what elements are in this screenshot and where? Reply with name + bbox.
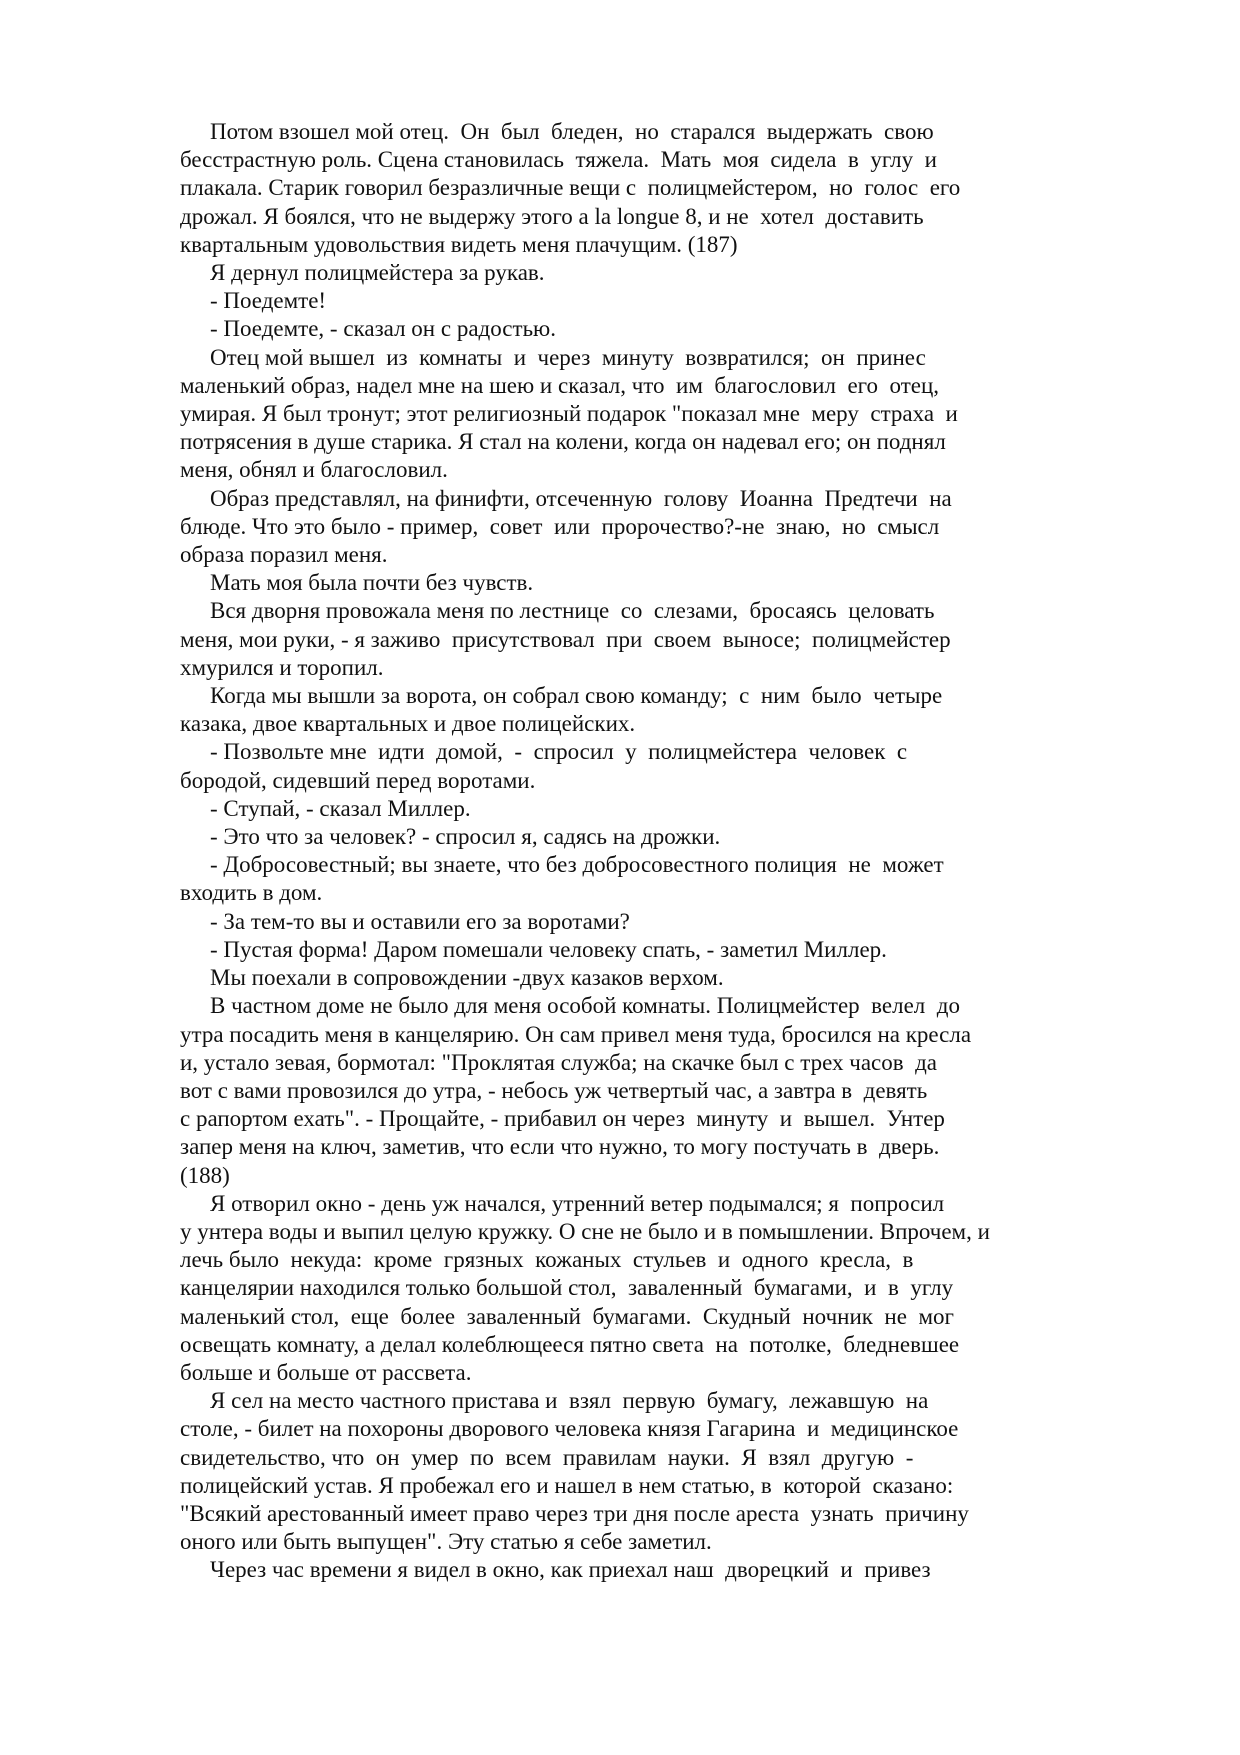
text-line: казака, двое квартальных и двое полицейских. xyxy=(180,711,636,737)
text-line: дрожал. Я боялся, что не выдержу этого a la longue 8, и не хотел доставить xyxy=(180,203,924,229)
text-line: образа поразил меня. xyxy=(180,542,388,568)
text-line: запер меня на ключ, заметив, что если что нужно, то могу постучать в дверь. xyxy=(180,1134,940,1160)
text-line: и, устало зевая, бормотал: "Проклятая служба; на скачке был с трех часов да xyxy=(180,1049,938,1075)
text-line: (188) xyxy=(180,1162,230,1188)
text-line: - Позвольте мне идти домой, - спросил у полицмейстера человек с xyxy=(210,739,908,765)
text-line: столе, - билет на похороны дворового человека князя Гагарина и медицинское xyxy=(180,1416,959,1442)
document-page xyxy=(180,118,1080,1585)
text-line: - Это что за человек? - спросил я, садясь на дрожки. xyxy=(210,824,721,850)
text-line: Я отворил окно - день уж начался, утренний ветер подымался; я попросил xyxy=(210,1190,945,1216)
text-line: маленький стол, еще более заваленный бумагами. Скудный ночник не мог xyxy=(180,1303,954,1329)
text-line: канцелярии находился только большой стол, заваленный бумагами, и в углу xyxy=(180,1275,954,1301)
text-line: оного или быть выпущен". Эту статью я себе заметил. xyxy=(180,1529,712,1555)
text-line: меня, обнял и благословил. xyxy=(180,457,448,483)
text-line: больше и больше от рассвета. xyxy=(180,1359,472,1385)
text-line: у унтера воды и выпил целую кружку. О сне не было и в помышлении. Впрочем, и xyxy=(180,1218,990,1244)
text-line: Через час времени я видел в окно, как приехал наш дворецкий и привез xyxy=(210,1557,931,1583)
text-line: Мы поехали в сопровождении -двух казаков верхом. xyxy=(210,965,724,991)
text-line: - Поедемте! xyxy=(210,288,327,314)
text-line: - Поедемте, - сказал он с радостью. xyxy=(210,316,556,342)
text-line: плакала. Старик говорил безразличные вещи с полицмейстером, но голос его xyxy=(180,175,961,201)
text-line: маленький образ, надел мне на шею и сказал, что им благословил его отец, xyxy=(180,372,940,398)
text-line: Образ представлял, на финифти, отсеченную голову Иоанна Предтечи на xyxy=(210,485,952,511)
text-line: меня, мои руки, - я заживо присутствовал при своем выносе; полицмейстер xyxy=(180,626,951,652)
text-line: Вся дворня провожала меня по лестнице со слезами, бросаясь целовать xyxy=(210,598,935,624)
text-line: потрясения в душе старика. Я стал на колени, когда он надевал его; он поднял xyxy=(180,429,946,455)
text-line: - Ступай, - сказал Миллер. xyxy=(210,795,471,821)
text-line: бородой, сидевший перед воротами. xyxy=(180,767,536,793)
text-line: умирая. Я был тронут; этот религиозный подарок "показал мне меру страха и xyxy=(180,401,958,427)
text-line: утра посадить меня в канцелярию. Он сам привел меня туда, бросился на кресла xyxy=(180,1021,972,1047)
text-line: - Добросовестный; вы знаете, что без добросовестного полиция не может xyxy=(210,852,944,878)
text-line: Я сел на место частного пристава и взял первую бумагу, лежавшую на xyxy=(210,1388,929,1414)
text-line: В частном доме не было для меня особой комнаты. Полицмейстер велел до xyxy=(210,993,960,1019)
text-line: лечь было некуда: кроме грязных кожаных стульев и одного кресла, в xyxy=(180,1247,914,1273)
text-line: вот с вами провозился до утра, - небось уж четвертый час, а завтра в девять xyxy=(180,1077,928,1103)
text-line: полицейский устав. Я пробежал его и нашел в нем статью, в которой сказано: xyxy=(180,1472,954,1498)
text-line: - Пустая форма! Даром помешали человеку спать, - заметил Миллер. xyxy=(210,936,887,962)
text-line: Потом взошел мой отец. Он был бледен, но старался выдержать свою xyxy=(210,119,934,144)
text-line: квартальным удовольствия видеть меня плачущим. (187) xyxy=(180,231,738,257)
text-line: входить в дом. xyxy=(180,880,323,906)
text-line: Когда мы вышли за ворота, он собрал свою команду; с ним было четыре xyxy=(210,683,943,709)
text-line: блюде. Что это было - пример, совет или пророчество?-не знаю, но смысл xyxy=(180,513,940,539)
text-line: Я дернул полицмейстера за рукав. xyxy=(210,260,545,286)
text-line: бесстрастную роль. Сцена становилась тяжела. Мать моя сидела в углу и xyxy=(180,147,937,173)
text-line: свидетельство, что он умер по всем правилам науки. Я взял другую - xyxy=(180,1444,914,1470)
text-line: Отец мой вышел из комнаты и через минуту возвратился; он принес xyxy=(210,344,926,370)
text-line: хмурился и торопил. xyxy=(180,654,384,680)
text-line: освещать комнату, а делал колеблющееся пятно света на потолке, бледневшее xyxy=(180,1331,960,1357)
text-line: с рапортом ехать". - Прощайте, - прибавил он через минуту и вышел. Унтер xyxy=(180,1106,945,1132)
text-line: Мать моя была почти без чувств. xyxy=(210,570,534,596)
text-line: - За тем-то вы и оставили его за воротами? xyxy=(210,908,630,934)
text-line: "Всякий арестованный имеет право через три дня после ареста узнать причину xyxy=(180,1500,969,1526)
